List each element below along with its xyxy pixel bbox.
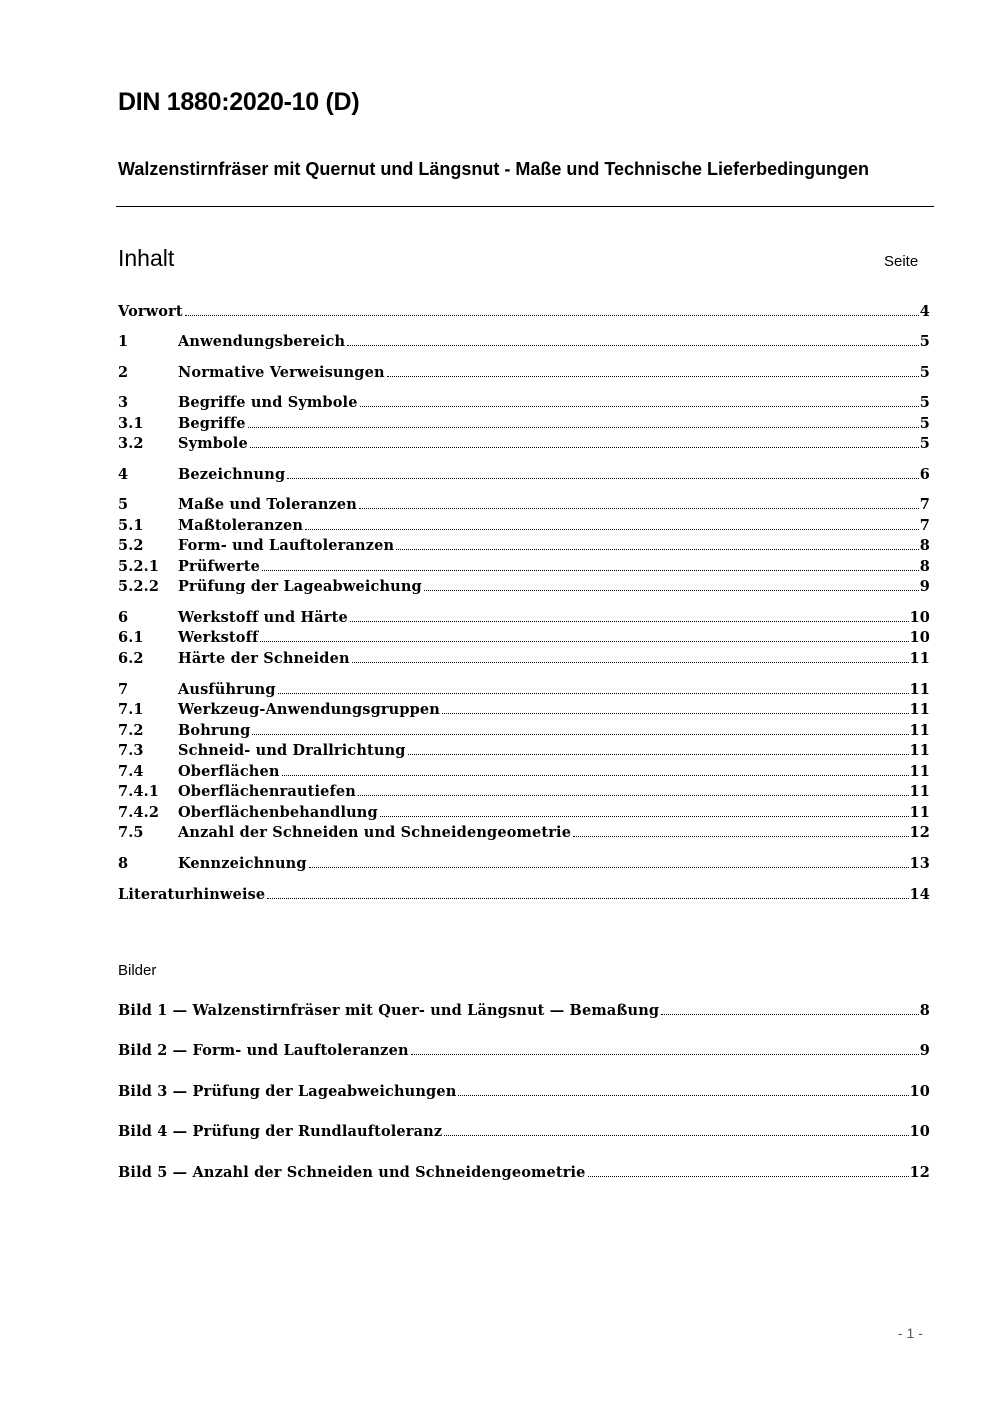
toc-entry-number: 7.1 (118, 701, 144, 718)
toc-entry[interactable] (118, 629, 930, 649)
toc-entry-label: Prüfwerte (178, 558, 260, 575)
toc-entry-number: 3.2 (118, 435, 144, 452)
toc-entry-label: Anwendungsbereich (178, 333, 346, 350)
dot-leader (359, 507, 919, 509)
toc-entry-label: Normative Verweisungen (178, 364, 385, 381)
dot-leader (282, 774, 909, 776)
dot-leader (408, 753, 909, 755)
toc-entry-page: 11 (909, 722, 930, 739)
toc-entry[interactable] (118, 394, 930, 414)
toc-entry-label: Maße und Toleranzen (178, 496, 357, 513)
figure-entry[interactable] (118, 1083, 930, 1103)
toc-entry-page: 7 (919, 496, 930, 513)
toc-entry[interactable] (118, 517, 930, 537)
dot-leader (458, 1094, 908, 1096)
toc-entry-number: 7.5 (118, 824, 144, 841)
toc-entry-page: 11 (909, 804, 930, 821)
dot-leader (350, 620, 909, 622)
toc-entry[interactable] (118, 466, 930, 486)
toc-entry-label: Werkstoff (178, 629, 259, 646)
toc-entry-number: 7.4 (118, 763, 144, 780)
dot-leader (287, 477, 919, 479)
toc-entry-label: Bild 5 — Anzahl der Schneiden und Schneidengeometrie (118, 1164, 586, 1181)
toc-entry-number: 7.3 (118, 742, 144, 759)
toc-entry-page: 10 (909, 1083, 930, 1100)
dot-leader (360, 405, 919, 407)
toc-entry-page: 8 (919, 1002, 930, 1019)
toc-entry-number: 7.4.1 (118, 783, 160, 800)
toc-entry[interactable] (118, 578, 930, 598)
toc-entry-label: Begriffe (178, 415, 246, 432)
dot-leader (309, 866, 909, 868)
toc-entry[interactable] (118, 804, 930, 824)
toc-entry-number: 6.1 (118, 629, 144, 646)
toc-entry-page: 11 (909, 783, 930, 800)
toc-entry-number: 5.2.2 (118, 578, 160, 595)
toc-entry[interactable] (118, 824, 930, 844)
toc-entry-page: 14 (909, 886, 930, 903)
toc-entry-number: 5.2 (118, 537, 144, 554)
toc-entry[interactable] (118, 722, 930, 742)
toc-entry[interactable] (118, 537, 930, 557)
dot-leader (588, 1175, 909, 1177)
figure-entry[interactable] (118, 1123, 930, 1143)
toc-entry-label: Bild 2 — Form- und Lauftoleranzen (118, 1042, 409, 1059)
toc-entry-number: 7.4.2 (118, 804, 160, 821)
toc-entry-page: 12 (909, 1164, 930, 1181)
toc-entry[interactable] (118, 435, 930, 455)
dot-leader (260, 640, 908, 642)
dot-leader (387, 375, 919, 377)
toc-entry-number: 6 (118, 609, 129, 626)
dot-leader (305, 528, 919, 530)
toc-entry-page: 11 (909, 681, 930, 698)
toc-entry-page: 4 (919, 303, 930, 320)
figure-entry[interactable] (118, 1042, 930, 1062)
toc-entry[interactable] (118, 886, 930, 906)
toc-entry-number: 5.2.1 (118, 558, 160, 575)
page-number: - 1 - (898, 1325, 923, 1341)
toc-entry-page: 5 (919, 364, 930, 381)
toc-entry[interactable] (118, 609, 930, 629)
dot-leader (248, 426, 919, 428)
toc-entry-label: Oberflächen (178, 763, 280, 780)
toc-entry-page: 10 (909, 609, 930, 626)
toc-entry-number: 7.2 (118, 722, 144, 739)
toc-heading: Inhalt (118, 245, 175, 271)
toc-entry-label: Bild 4 — Prüfung der Rundlauftoleranz (118, 1123, 443, 1140)
toc-entry[interactable] (118, 333, 930, 353)
toc-entry-page: 10 (909, 1123, 930, 1140)
figure-entry[interactable] (118, 1002, 930, 1022)
dot-leader (411, 1053, 919, 1055)
dot-leader (352, 661, 909, 663)
document-subtitle: Walzenstirnfräser mit Quernut und Längsnut - Maße und Technische Lieferbedingungen (118, 159, 870, 179)
toc-entry-page: 9 (919, 1042, 930, 1059)
toc-entry-label: Bohrung (178, 722, 251, 739)
dot-leader (278, 692, 909, 694)
dot-leader (185, 314, 919, 316)
toc-entry-label: Schneid- und Drallrichtung (178, 742, 406, 759)
toc-entry[interactable] (118, 855, 930, 875)
dot-leader (442, 712, 909, 714)
toc-entry-page: 11 (909, 701, 930, 718)
toc-entry-label: Anzahl der Schneiden und Schneidengeometrie (178, 824, 572, 841)
toc-entry-page: 6 (919, 466, 930, 483)
toc-entry[interactable] (118, 701, 930, 721)
toc-entry[interactable] (118, 303, 930, 323)
toc-entry-number: 6.2 (118, 650, 144, 667)
toc-entry-page: 8 (919, 537, 930, 554)
toc-entry-page: 5 (919, 394, 930, 411)
toc-entry-number: 5 (118, 496, 129, 513)
dot-leader (252, 733, 908, 735)
dot-leader (250, 446, 919, 448)
toc-entry-number: 4 (118, 466, 129, 483)
toc-entry-label: Begriffe und Symbole (178, 394, 358, 411)
toc-entry-number: 2 (118, 364, 129, 381)
dot-leader (347, 344, 919, 346)
toc-entry-page: 5 (919, 415, 930, 432)
dot-leader (396, 548, 919, 550)
title-divider (116, 206, 934, 207)
toc-entry-label: Oberflächenbehandlung (178, 804, 378, 821)
toc-entry-number: 3.1 (118, 415, 144, 432)
dot-leader (267, 897, 908, 899)
toc-entry-label: Prüfung der Lageabweichung (178, 578, 422, 595)
toc-entry-page: 13 (909, 855, 930, 872)
dot-leader (262, 569, 919, 571)
toc-entry-label: Vorwort (118, 303, 183, 320)
toc-entry-page: 5 (919, 333, 930, 350)
toc-entry-label: Kennzeichnung (178, 855, 307, 872)
toc-entry[interactable] (118, 364, 930, 384)
toc-entry[interactable] (118, 650, 930, 670)
toc-entry-label: Oberflächenrautiefen (178, 783, 356, 800)
dot-leader (424, 589, 919, 591)
toc-entry-number: 3 (118, 394, 129, 411)
toc-entry-number: 7 (118, 681, 129, 698)
document-title: DIN 1880:2020-10 (D) (118, 88, 360, 116)
dot-leader (380, 815, 909, 817)
dot-leader (573, 835, 908, 837)
toc-entry-label: Bezeichnung (178, 466, 286, 483)
toc-entry-label: Werkstoff und Härte (178, 609, 348, 626)
dot-leader (444, 1134, 908, 1136)
toc-entry[interactable] (118, 415, 930, 435)
dot-leader (661, 1013, 919, 1015)
toc-entry[interactable] (118, 742, 930, 762)
toc-page-column-header: Seite (884, 253, 919, 270)
toc-entry[interactable] (118, 783, 930, 803)
toc-entry-number: 1 (118, 333, 129, 350)
figures-heading: Bilder (118, 962, 157, 979)
toc-entry-label: Werkzeug-Anwendungsgruppen (178, 701, 441, 718)
toc-entry[interactable] (118, 763, 930, 783)
toc-entry[interactable] (118, 681, 930, 701)
figure-entry[interactable] (118, 1164, 930, 1184)
toc-entry-page: 11 (909, 742, 930, 759)
toc-entry-page: 11 (909, 650, 930, 667)
toc-entry[interactable] (118, 496, 930, 516)
toc-entry[interactable] (118, 558, 930, 578)
toc-entry-page: 8 (919, 558, 930, 575)
toc-entry-label: Bild 1 — Walzenstirnfräser mit Quer- und Längsnut — Bemaßung (118, 1002, 660, 1019)
toc-entry-page: 11 (909, 763, 930, 780)
toc-entry-number: 8 (118, 855, 129, 872)
toc-entry-page: 12 (909, 824, 930, 841)
toc-entry-label: Literaturhinweise (118, 886, 266, 903)
toc-entry-page: 5 (919, 435, 930, 452)
toc-entry-label: Form- und Lauftoleranzen (178, 537, 395, 554)
toc-entry-page: 10 (909, 629, 930, 646)
dot-leader (358, 794, 909, 796)
toc-entry-number: 5.1 (118, 517, 144, 534)
toc-entry-page: 9 (919, 578, 930, 595)
toc-entry-label: Maßtoleranzen (178, 517, 304, 534)
toc-entry-label: Härte der Schneiden (178, 650, 350, 667)
toc-entry-page: 7 (919, 517, 930, 534)
toc-entry-label: Ausführung (178, 681, 276, 698)
toc-entry-label: Bild 3 — Prüfung der Lageabweichungen (118, 1083, 457, 1100)
toc-entry-label: Symbole (178, 435, 248, 452)
